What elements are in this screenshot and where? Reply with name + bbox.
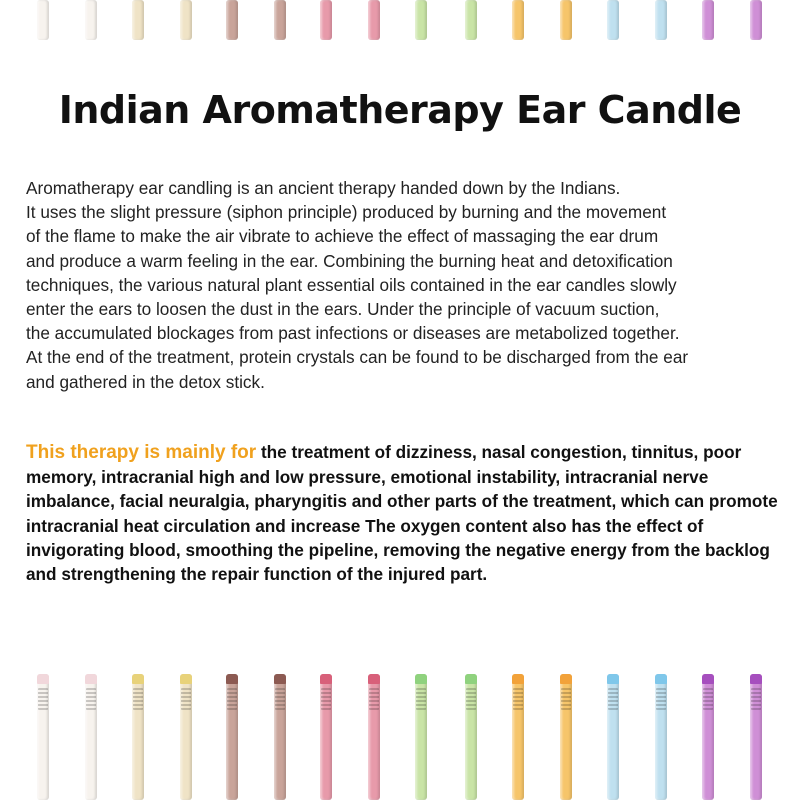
- ear-candle: [368, 674, 380, 800]
- intro-line: of the flame to make the air vibrate to achieve the effect of massaging the ear drum: [26, 226, 659, 247]
- ear-candle: [465, 0, 477, 40]
- ear-candle: [180, 0, 192, 40]
- ear-candle: [180, 674, 192, 800]
- ear-candle: [132, 674, 144, 800]
- ear-candle: [702, 0, 714, 40]
- ear-candle: [465, 674, 477, 800]
- bottom-candle-strip: [0, 668, 800, 800]
- intro-paragraph: [26, 176, 786, 394]
- page-title: Indian Aromatherapy Ear Candle: [58, 88, 742, 132]
- ear-candle: [560, 0, 572, 40]
- ear-candle: [512, 0, 524, 40]
- intro-line: and gathered in the detox stick.: [26, 371, 265, 392]
- ear-candle: [226, 0, 238, 40]
- ear-candle: [320, 674, 332, 800]
- ear-candle: [37, 674, 49, 800]
- ear-candle: [655, 674, 667, 800]
- ear-candle: [85, 0, 97, 40]
- intro-line: It uses the slight pressure (siphon principle) produced by burning and the movement: [26, 202, 667, 223]
- ear-candle: [560, 674, 572, 800]
- ear-candle: [415, 0, 427, 40]
- ear-candle: [368, 0, 380, 40]
- ear-candle: [702, 674, 714, 800]
- ear-candle: [274, 674, 286, 800]
- ear-candle: [37, 0, 49, 40]
- therapy-paragraph: [26, 440, 786, 586]
- top-candle-strip: [0, 0, 800, 42]
- intro-line: Aromatherapy ear candling is an ancient therapy handed down by the Indians.: [26, 178, 621, 198]
- ear-candle: [750, 0, 762, 40]
- ear-candle: [655, 0, 667, 40]
- intro-line: techniques, the various natural plant essential oils contained in the ear candles slowly: [26, 274, 677, 295]
- ear-candle: [512, 674, 524, 800]
- ear-candle: [226, 674, 238, 800]
- intro-line: and produce a warm feeling in the ear. Combining the burning heat and detoxification: [26, 250, 673, 271]
- ear-candle: [607, 674, 619, 800]
- therapy-lead: This therapy is mainly for: [26, 442, 257, 463]
- intro-line: At the end of the treatment, protein crystals can be found to be discharged from the ear: [26, 347, 689, 368]
- ear-candle: [607, 0, 619, 40]
- ear-candle: [132, 0, 144, 40]
- intro-line: the accumulated blockages from past infections or diseases are metabolized together.: [26, 323, 680, 344]
- ear-candle: [415, 674, 427, 800]
- ear-candle: [320, 0, 332, 40]
- ear-candle: [274, 0, 286, 40]
- intro-line: enter the ears to loosen the dust in the ears. Under the principle of vacuum suction,: [26, 299, 660, 320]
- ear-candle: [750, 674, 762, 800]
- therapy-body: the treatment of dizziness, nasal congestion, tinnitus, poor memory, intracranial high and low pressure, emotional instability, intracranial nerve imbalance, facial neuralgia, pharyngitis and other parts of the treatment, which can promote intracranial heat circulation and increase The oxygen content also has the effect of invigorating blood, smoothing the pipeline, removing the negative energy from the backlog and strengthening the repair function of the injured part.: [26, 442, 778, 585]
- ear-candle: [85, 674, 97, 800]
